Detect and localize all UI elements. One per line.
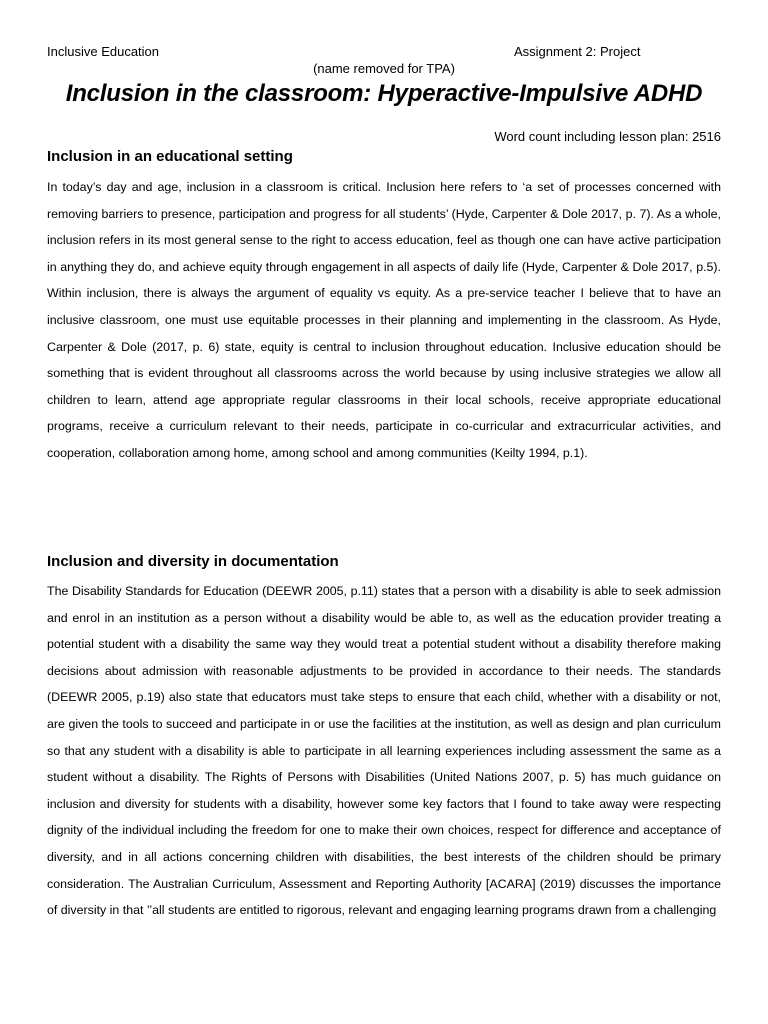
course-name: Inclusive Education xyxy=(47,44,160,59)
section-paragraph-inclusion-diversity-documentation: The Disability Standards for Education (DEEWR 2005, p.11) states that a person with a disability is able to seek admission and enrol in an institution as a person without a disability would be able to, as well as the education provider treating a potential student with a disability the same way they would treat a potential student without a disability therefore making decisions about admission with reasonable adjustments to be provided in accordance to their needs. The standards (DEEWR 2005, p.19) also state that educators must take steps to ensure that each child, whether with a disability or not, are given the tools to succeed and participate in or use the facilities at the institution, as well as design and plan curriculum so that any student with a disability is able to participate in all learning experiences including assessment the same as a student without a disability. The Rights of Persons with Disabilities (United Nations 2007, p. 5) has much guidance on inclusion and diversity for students with a disability, however some key factors that I found to take away were respecting dignity of the individual including the freedom for one to make their own choices, respect for difference and acceptance of diversity, and in all actions concerning children with disabilities, the best interests of the children should be primary consideration. The Australian Curriculum, Assessment and Reporting Authority [ACARA] (2019) discusses the importance of diversity in that ’’all students are entitled to rigorous, relevant and engaging learning programs drawn from a challenging xyxy=(47,584,721,918)
section-paragraph-inclusion-educational-setting: In today’s day and age, inclusion in a classroom is critical. Inclusion here refers to ‘a set of processes concerned with removing barriers to presence, participation and progress for all students’ (Hyde, Carpenter & Dole 2017, p. 7). As a whole, inclusion refers in its most general sense to the right to access education, feel as though one can have active participation in anything they do, and achieve equity through engagement in all aspects of daily life (Hyde, Carpenter & Dole 2017, p.5). Within inclusion, there is always the argument of equality vs equity. As a pre-service teacher I believe that to have an inclusive classroom, one must use equitable processes in their planning and implementing in the classroom. As Hyde, Carpenter & Dole (2017, p. 6) state, equity is central to inclusion throughout education. Inclusive education should be something that is evident throughout all classrooms across the world because by using inclusive strategies we allow all children to learn, attend age appropriate regular classrooms in their local schools, receive appropriate educational programs, receive a curriculum relevant to their needs, participate in co-curricular and extracurricular activities, and cooperation, collaboration among home, among school and among communities (Keilty 1994, p.1). xyxy=(47,180,721,460)
section-heading-inclusion-diversity-documentation: Inclusion and diversity in documentation xyxy=(47,553,339,570)
author-note: (name removed for TPA) xyxy=(313,61,455,76)
assignment-label: Assignment 2: Project xyxy=(514,44,641,59)
section-heading-inclusion-educational-setting: Inclusion in an educational setting xyxy=(47,148,293,165)
page-header xyxy=(47,44,721,62)
word-count: Word count including lesson plan: 2516 xyxy=(494,129,721,144)
page-title: Inclusion in the classroom: Hyperactive-Impulsive ADHD xyxy=(65,80,703,107)
